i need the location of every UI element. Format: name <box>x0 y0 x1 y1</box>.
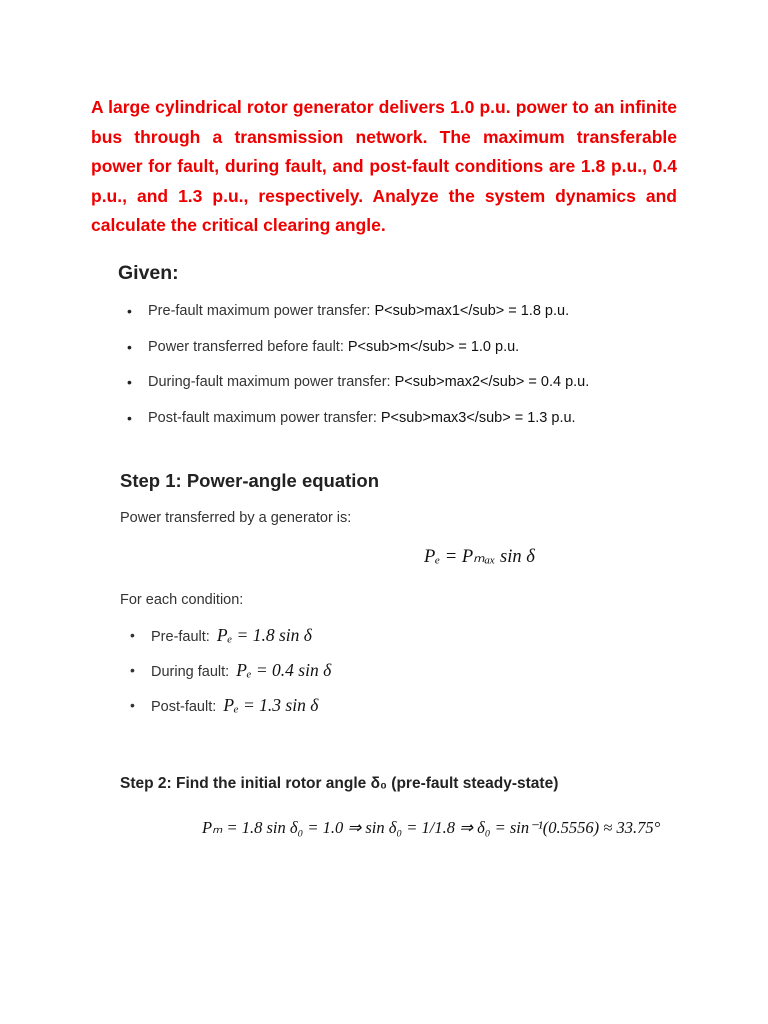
step1-heading: Step 1: Power-angle equation <box>120 470 380 491</box>
condition-equation: Pₑ = 0.4 sin δ <box>236 660 332 680</box>
condition-label: During fault: <box>151 664 230 680</box>
given-item-pm <box>148 336 708 372</box>
given-item-label: Post-fault maximum power transfer: <box>148 409 381 426</box>
condition-label: Post-fault: <box>151 699 217 715</box>
conditions-list <box>151 624 551 729</box>
condition-pre-fault <box>151 624 551 659</box>
initial-rotor-angle-equation: Pₘ = 1.8 sin δ₀ = 1.0 ⇒ sin δ₀ = 1/1.8 ⇒ δ₀ = sin⁻¹(0.5556) ≈ 33.75° <box>202 818 661 837</box>
step1-intro: Power transferred by a generator is: <box>120 510 352 526</box>
condition-equation: Pₑ = 1.8 sin δ <box>216 625 312 645</box>
given-list <box>148 300 708 442</box>
condition-label: Pre-fault: <box>151 629 210 645</box>
given-item-label: Pre-fault maximum power transfer: <box>148 303 375 319</box>
problem-statement: A large cylindrical rotor generator delivers 1.0 p.u. power to an infinite bus through a transmission network. The maximum transferable power for fault, during fault, and post-fault conditions are 1.8 p.u., 0.4 p.u., and 1.3 p.u., respectively. Analyze the system dynamics and calculate the critical clearing angle. <box>91 97 677 235</box>
given-item-label: During-fault maximum power transfer: <box>148 374 395 390</box>
power-angle-equation: Pₑ = Pₘₐₓ sin δ <box>424 547 535 567</box>
condition-equation: Pₑ = 1.3 sin δ <box>223 695 319 715</box>
condition-post-fault <box>151 694 551 729</box>
step2-heading: Step 2: Find the initial rotor angle δ₀ (pre-fault steady-state) <box>120 775 559 792</box>
given-item-pmax1 <box>148 300 708 336</box>
given-item-value: P<sub>max1</sub> = 1.8 p.u. <box>374 303 570 319</box>
given-item-pmax3 <box>148 407 708 443</box>
given-item-value: P<sub>m</sub> = 1.0 p.u. <box>347 338 520 355</box>
given-item-pmax2 <box>148 371 708 407</box>
condition-during-fault <box>151 659 551 694</box>
given-item-value: P<sub>max2</sub> = 0.4 p.u. <box>394 374 590 390</box>
given-item-label: Power transferred before fault: <box>148 338 348 355</box>
conditions-intro: For each condition: <box>120 592 244 608</box>
given-heading: Given: <box>118 262 179 284</box>
given-item-value: P<sub>max3</sub> = 1.3 p.u. <box>380 409 576 426</box>
